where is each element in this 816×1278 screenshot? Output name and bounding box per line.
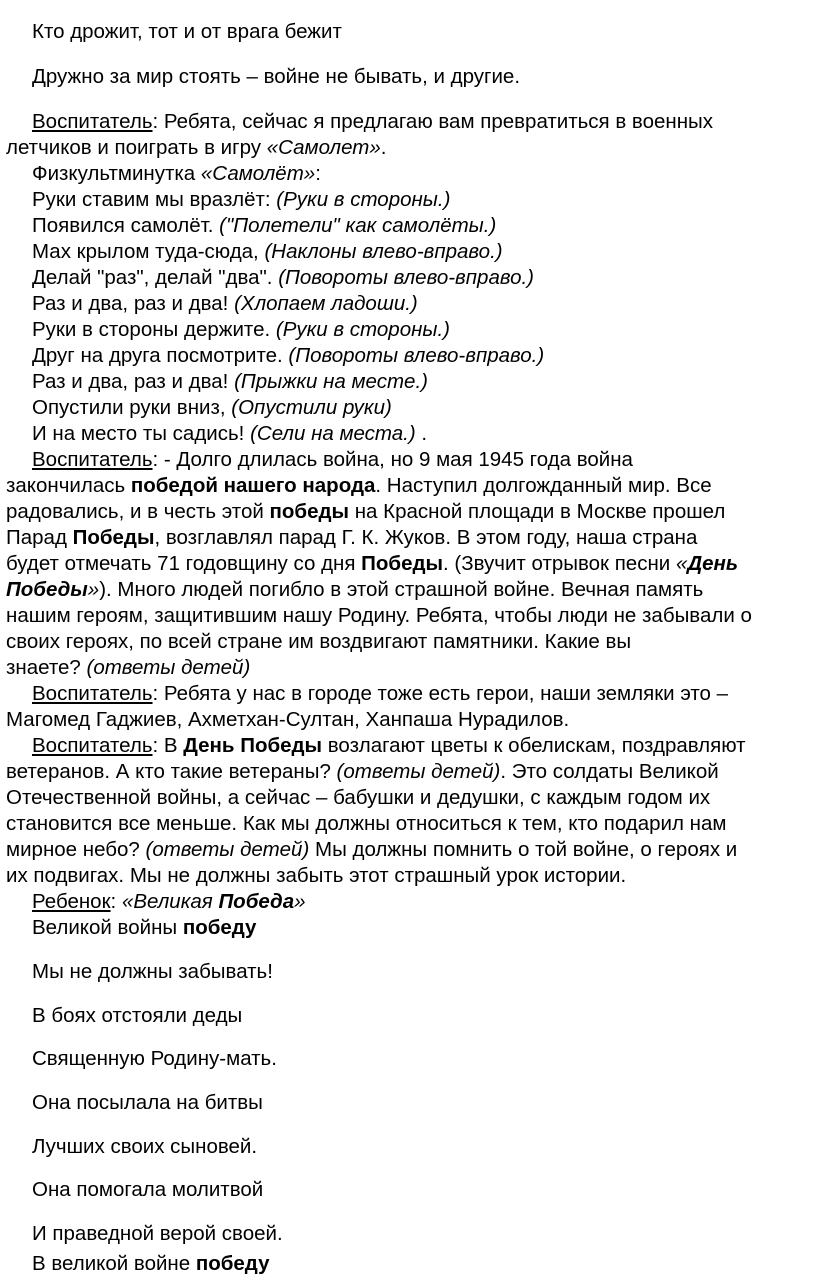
teacher-victory-line-2: закончилась победой нашего народа. Наступил долгожданный мир. Все <box>6 474 712 497</box>
proverb-line-2: Дружно за мир стоять – войне не бывать, и другие. <box>32 65 521 88</box>
teacher-victory-line-6: Победы»). Много людей погибло в этой страшной войне. Вечная память <box>6 578 704 601</box>
teacher-victory-line-1: Воспитатель: - Долго длилась война, но 9 мая 1945 года война <box>32 448 633 471</box>
speaker-label: Воспитатель <box>32 448 153 471</box>
poem-line: Руки в стороны держите. (Руки в стороны.) <box>32 318 450 341</box>
speaker-label: Воспитатель <box>32 682 153 705</box>
poem-line: Появился самолёт. ("Полетели" как самолёты.) <box>32 214 497 237</box>
teacher-veterans-line-3: Отечественной войны, а сейчас – бабушки и дедушки, с каждым годом их <box>6 786 711 809</box>
verse-line: В боях отстояли деды <box>32 1004 243 1027</box>
verse-line: В великой войне победу <box>32 1252 270 1275</box>
teacher-victory-line-4: Парад Победы, возглавлял парад Г. К. Жуков. В этом году, наша страна <box>6 526 698 549</box>
proverb-line-1: Кто дрожит, тот и от врага бежит <box>32 20 342 43</box>
verse-line: Она посылала на битвы <box>32 1091 263 1114</box>
teacher-victory-line-3: радовались, и в честь этой победы на Красной площади в Москве прошел <box>6 500 726 523</box>
teacher-intro-line-1: Воспитатель: Ребята, сейчас я предлагаю вам превратиться в военных <box>32 110 714 133</box>
poem-line: Опустили руки вниз, (Опустили руки) <box>32 396 392 419</box>
verse-line: Она помогала молитвой <box>32 1178 264 1201</box>
poem-line: Раз и два, раз и два! (Хлопаем ладоши.) <box>32 292 418 315</box>
child-heading: Ребенок: «Великая Победа» <box>32 890 306 913</box>
teacher-heroes-line-1: Воспитатель: Ребята у нас в городе тоже есть герои, наши земляки это – <box>32 682 728 705</box>
teacher-heroes-line-2: Магомед Гаджиев, Ахметхан-Султан, Ханпаша Нурадилов. <box>6 708 570 731</box>
poem-line: Делай "раз", делай "два". (Повороты влево-вправо.) <box>32 266 535 289</box>
poem-line: Раз и два, раз и два! (Прыжки на месте.) <box>32 370 428 393</box>
verse-line: Мы не должны забывать! <box>32 960 273 983</box>
poem-line: Руки ставим мы вразлёт: (Руки в стороны.) <box>32 188 451 211</box>
teacher-victory-line-9: знаете? (ответы детей) <box>6 656 251 679</box>
verse-line: Священную Родину-мать. <box>32 1047 277 1070</box>
poem-line: Друг на друга посмотрите. (Повороты влево-вправо.) <box>32 344 545 367</box>
speaker-label: Воспитатель <box>32 110 153 133</box>
verse-line: И праведной верой своей. <box>32 1222 283 1245</box>
teacher-victory-line-8: своих героях, по всей стране им воздвигают памятники. Какие вы <box>6 630 632 653</box>
speaker-label: Воспитатель <box>32 734 153 757</box>
teacher-veterans-line-2: ветеранов. А кто такие ветераны? (ответы детей). Это солдаты Великой <box>6 760 719 783</box>
physical-minute-title: Физкультминутка «Самолёт»: <box>32 162 321 185</box>
teacher-veterans-line-1: Воспитатель: В День Победы возлагают цветы к обелискам, поздравляют <box>32 734 746 757</box>
teacher-victory-line-7: нашим героям, защитившим нашу Родину. Ребята, чтобы люди не забывали о <box>6 604 752 627</box>
teacher-veterans-line-6: их подвигах. Мы не должны забыть этот страшный урок истории. <box>6 864 627 887</box>
verse-line: Лучших своих сыновей. <box>32 1135 258 1158</box>
teacher-veterans-line-4: становится все меньше. Как мы должны относиться к тем, кто подарил нам <box>6 812 727 835</box>
poem-line: И на место ты садись! (Сели на места.) . <box>32 422 428 445</box>
teacher-intro-line-2: летчиков и поиграть в игру «Самолет». <box>6 136 387 159</box>
verse-line: Великой войны победу <box>32 916 257 939</box>
speaker-label: Ребенок <box>32 890 111 913</box>
poem-line: Мах крылом туда-сюда, (Наклоны влево-вправо.) <box>32 240 503 263</box>
teacher-veterans-line-5: мирное небо? (ответы детей) Мы должны помнить о той войне, о героях и <box>6 838 738 861</box>
teacher-victory-line-5: будет отмечать 71 годовщину со дня Победы. (Звучит отрывок песни «День <box>6 552 739 575</box>
